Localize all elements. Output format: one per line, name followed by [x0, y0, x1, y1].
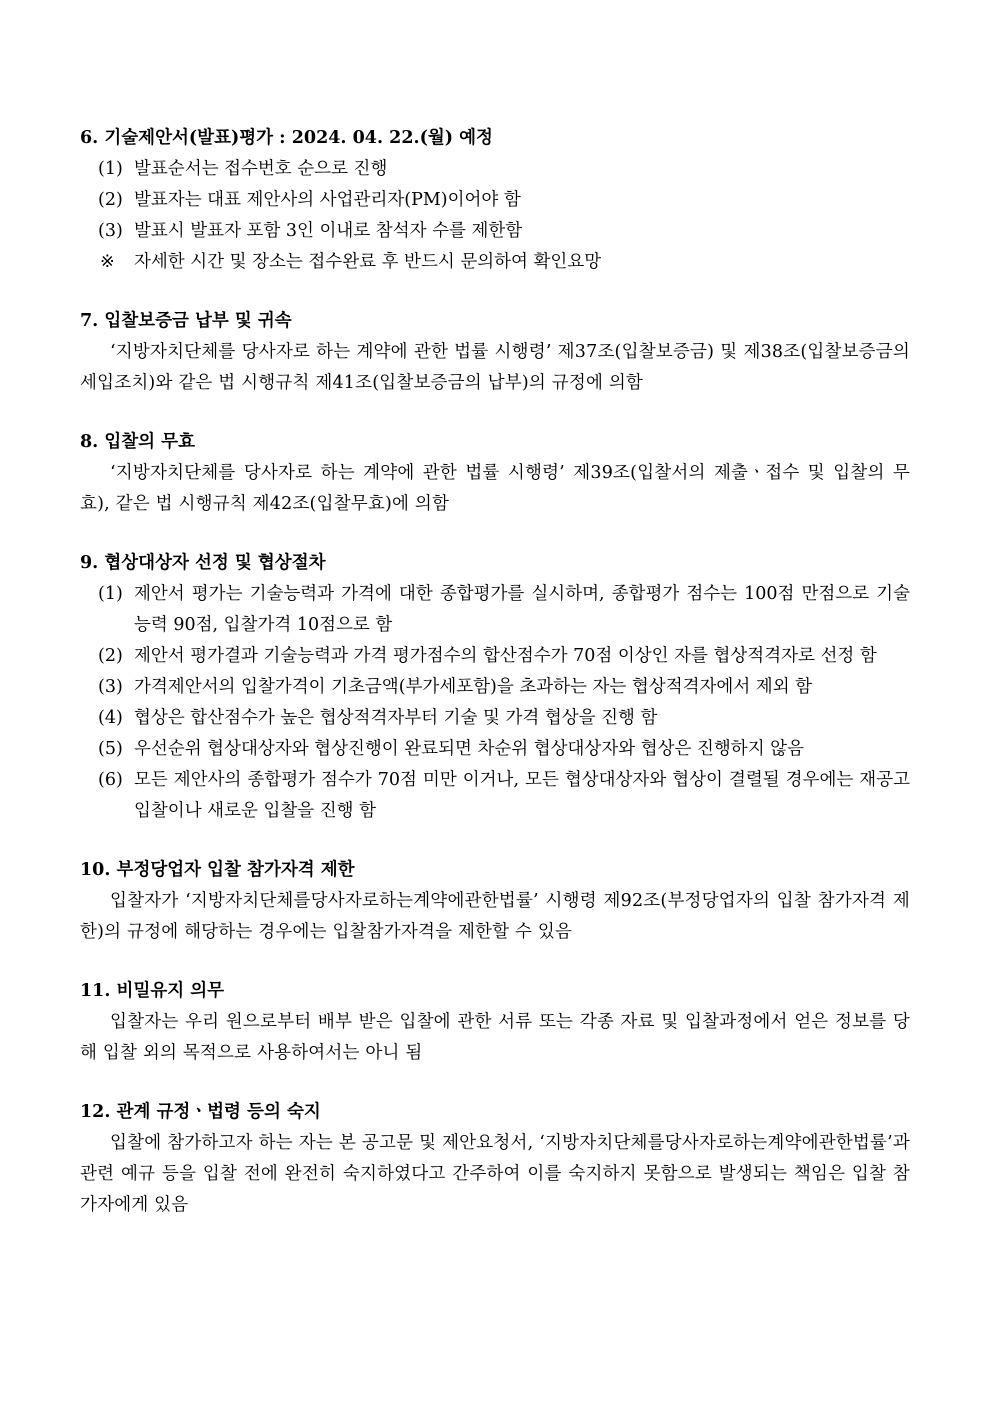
section-12 [80, 1096, 910, 1221]
section-heading: 8. 입찰의 무효 [80, 432, 195, 452]
item-text: 우선순위 협상대상자와 협상진행이 완료되면 차순위 협상대상자와 협상은 진행하지 않음 [134, 739, 804, 759]
section-10 [80, 854, 910, 948]
list-item [80, 672, 910, 703]
section-heading: 6. 기술제안서(발표)평가 : 2024. 04. 22.(월) 예정 [80, 128, 493, 148]
list-item [80, 216, 910, 247]
item-text: 협상은 합산점수가 높은 협상적격자부터 기술 및 가격 협상을 진행 함 [134, 708, 658, 728]
section-heading: 11. 비밀유지 의무 [80, 981, 225, 1001]
list-item [80, 154, 910, 185]
item-number: (2) [98, 646, 123, 666]
item-text: 발표순서는 접수번호 순으로 진행 [134, 159, 388, 179]
list-item [80, 703, 910, 734]
section-paragraph: 입찰자는 우리 원으로부터 배부 받은 입찰에 관한 서류 또는 각종 자료 및 입찰과정에서 얻은 정보를 당해 입찰 외의 목적으로 사용하여서는 아니 됨 [80, 1012, 910, 1063]
section-9 [80, 547, 910, 827]
list-item [80, 579, 910, 641]
item-number: (1) [98, 159, 123, 179]
list-item [80, 641, 910, 672]
note-text: 자세한 시간 및 장소는 접수완료 후 반드시 문의하여 확인요망 [134, 252, 602, 272]
section-8 [80, 426, 910, 520]
note [80, 247, 910, 278]
section-paragraph: ‘지방자치단체를 당사자로 하는 계약에 관한 법률 시행령’ 제37조(입찰보증금) 및 제38조(입찰보증금의 세입조치)와 같은 법 시행규칙 제41조(입찰보증금의 납부)의 규정에 의함 [80, 342, 910, 393]
section-7 [80, 305, 910, 399]
section-heading: 7. 입찰보증금 납부 및 귀속 [80, 311, 292, 331]
item-number: (1) [98, 584, 123, 604]
section-paragraph: ‘지방자치단체를 당사자로 하는 계약에 관한 법률 시행령’ 제39조(입찰서의 제출ㆍ접수 및 입찰의 무효), 같은 법 시행규칙 제42조(입찰무효)에 의함 [80, 463, 910, 514]
section-heading: 10. 부정당업자 입찰 참가자격 제한 [80, 860, 355, 880]
section-11 [80, 975, 910, 1069]
item-text: 제안서 평가는 기술능력과 가격에 대한 종합평가를 실시하며, 종합평가 점수는 100점 만점으로 기술능력 90점, 입찰가격 10점으로 함 [134, 584, 910, 635]
item-number: (3) [98, 677, 123, 697]
section-paragraph: 입찰자가 ‘지방자치단체를당사자로하는계약에관한법률’ 시행령 제92조(부정당업자의 입찰 참가자격 제한)의 규정에 해당하는 경우에는 입찰참가자격을 제한할 수 있음 [80, 891, 910, 942]
item-text: 가격제안서의 입찰가격이 기초금액(부가세포함)을 초과하는 자는 협상적격자에서 제외 함 [134, 677, 813, 697]
section-heading: 9. 협상대상자 선정 및 협상절차 [80, 553, 326, 573]
item-text: 발표자는 대표 제안사의 사업관리자(PM)이어야 함 [134, 190, 521, 210]
document-page [80, 122, 910, 1248]
item-text: 모든 제안사의 종합평가 점수가 70점 미만 이거나, 모든 협상대상자와 협상이 결렬될 경우에는 재공고입찰이나 새로운 입찰을 진행 함 [134, 770, 910, 821]
item-text: 발표시 발표자 포함 3인 이내로 참석자 수를 제한함 [134, 221, 523, 241]
list-item [80, 765, 910, 827]
item-number: (2) [98, 190, 123, 210]
item-number: (4) [98, 708, 123, 728]
section-heading: 12. 관계 규정ㆍ법령 등의 숙지 [80, 1102, 321, 1122]
item-text: 제안서 평가결과 기술능력과 가격 평가점수의 합산점수가 70점 이상인 자를 협상적격자로 선정 함 [134, 646, 877, 666]
list-item [80, 734, 910, 765]
item-number: (6) [98, 770, 123, 790]
item-number: (3) [98, 221, 123, 241]
section-paragraph: 입찰에 참가하고자 하는 자는 본 공고문 및 제안요청서, ‘지방자치단체를당사자로하는계약에관한법률’과 관련 예규 등을 입찰 전에 완전히 숙지하였다고 간주하여 이를 숙지하지 못함으로 발생되는 책임은 입찰 참가자에게 있음 [80, 1133, 910, 1215]
item-number: (5) [98, 739, 123, 759]
reference-mark-icon: ※ [100, 252, 115, 272]
list-item [80, 185, 910, 216]
section-6 [80, 122, 910, 278]
